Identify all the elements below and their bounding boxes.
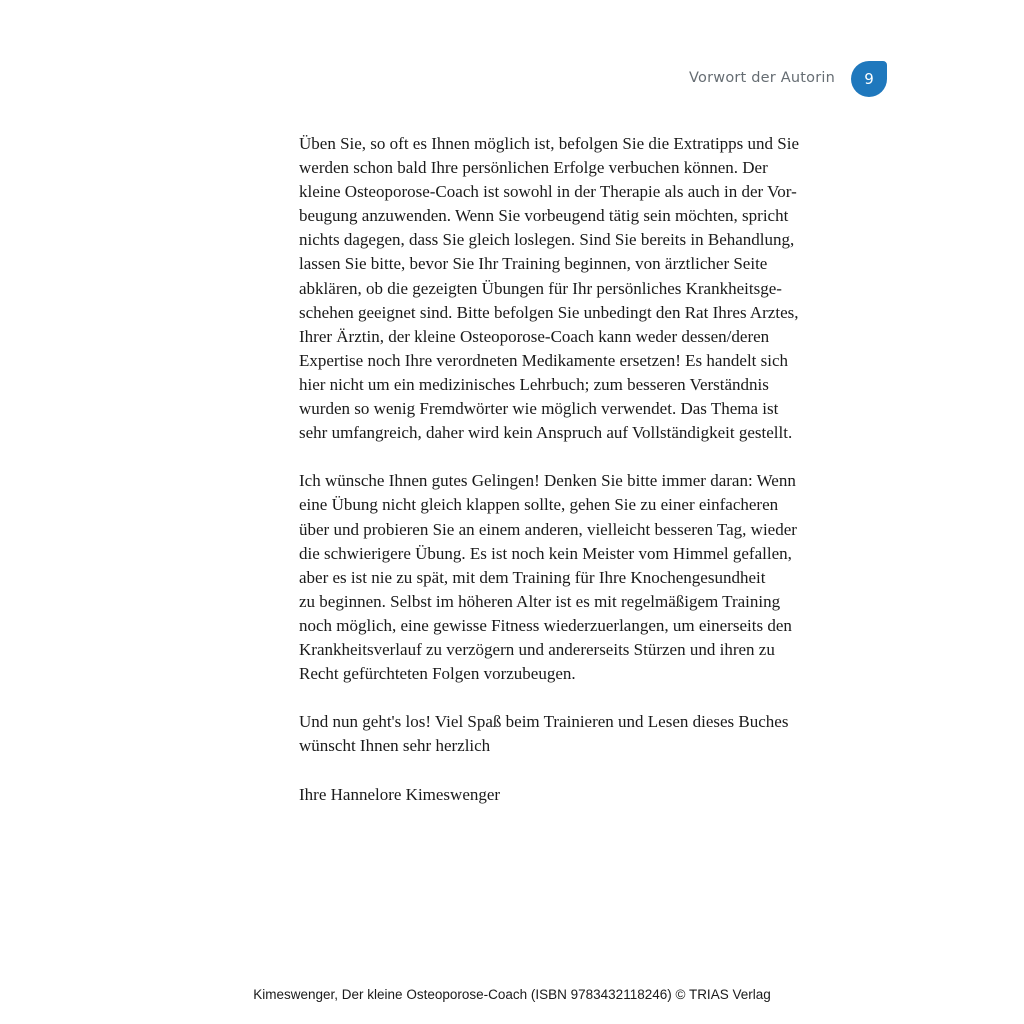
text-line: lassen Sie bitte, bevor Sie Ihr Training beginnen, von ärztlicher Seite bbox=[299, 254, 768, 274]
text-line: kleine Osteoporose-Coach ist sowohl in der Therapie als auch in der Vor- bbox=[299, 182, 797, 202]
text-line: noch möglich, eine gewisse Fitness wiederzuerlangen, um einerseits den bbox=[299, 615, 792, 635]
text-line: über und probieren Sie an einem anderen, vielleicht besseren Tag, wieder bbox=[299, 519, 797, 539]
text-line: die schwierigere Übung. Es ist noch kein Meister vom Himmel gefallen, bbox=[299, 543, 792, 563]
text-line: hier nicht um ein medizinisches Lehrbuch; zum besseren Verständnis bbox=[299, 374, 769, 394]
text-line: Ich wünsche Ihnen gutes Gelingen! Denken Sie bitte immer daran: Wenn bbox=[299, 471, 796, 491]
text-line: sehr umfangreich, daher wird kein Anspruch auf Vollständigkeit gestellt. bbox=[299, 423, 793, 443]
text-line: wurden so wenig Fremdwörter wie möglich verwendet. Das Thema ist bbox=[299, 399, 779, 419]
text-line: Und nun geht's los! Viel Spaß beim Trainieren und Lesen dieses Buches bbox=[299, 712, 789, 732]
text-line: wünscht Ihnen sehr herzlich bbox=[299, 736, 491, 756]
text-line: Ihre Hannelore Kimeswenger bbox=[299, 784, 501, 804]
author-signature bbox=[299, 783, 844, 807]
text-line: schehen geeignet sind. Bitte befolgen Sie unbedingt den Rat Ihres Arztes, bbox=[299, 302, 799, 322]
text-line: werden schon bald Ihre persönlichen Erfolge verbuchen können. Der bbox=[299, 158, 768, 178]
paragraph-intro bbox=[299, 132, 844, 445]
running-header-title: Vorwort der Autorin bbox=[689, 70, 835, 86]
text-line: aber es ist nie zu spät, mit dem Training für Ihre Knochengesundheit bbox=[299, 567, 766, 587]
paragraph-encouragement bbox=[299, 469, 844, 686]
body-text bbox=[299, 132, 844, 831]
footer-citation: Kimeswenger, Der kleine Osteoporose-Coach (ISBN 9783432118246) © TRIAS Verlag bbox=[253, 987, 771, 1002]
text-line: Üben Sie, so oft es Ihnen möglich ist, befolgen Sie die Extratipps und Sie bbox=[299, 134, 800, 153]
paragraph-closing bbox=[299, 710, 844, 758]
text-line: Expertise noch Ihre verordneten Medikamente ersetzen! Es handelt sich bbox=[299, 350, 789, 370]
text-line: eine Übung nicht gleich klappen sollte, gehen Sie zu einer einfacheren bbox=[299, 495, 779, 515]
text-line: beugung anzuwenden. Wenn Sie vorbeugend tätig sein möchten, spricht bbox=[299, 206, 789, 226]
text-line: Ihrer Ärztin, der kleine Osteoporose-Coach kann weder dessen/deren bbox=[299, 326, 770, 346]
text-line: Krankheitsverlauf zu verzögern und andererseits Stürzen und ihren zu bbox=[299, 639, 775, 659]
page-number-badge: 9 bbox=[851, 61, 887, 97]
text-line: nichts dagegen, dass Sie gleich loslegen. Sind Sie bereits in Behandlung, bbox=[299, 230, 795, 250]
text-line: abklären, ob die gezeigten Übungen für Ihr persönliches Krankheitsge- bbox=[299, 278, 782, 298]
text-line: Recht gefürchteten Folgen vorzubeugen. bbox=[299, 664, 576, 684]
text-line: zu beginnen. Selbst im höheren Alter ist es mit regelmäßigem Training bbox=[299, 591, 781, 611]
